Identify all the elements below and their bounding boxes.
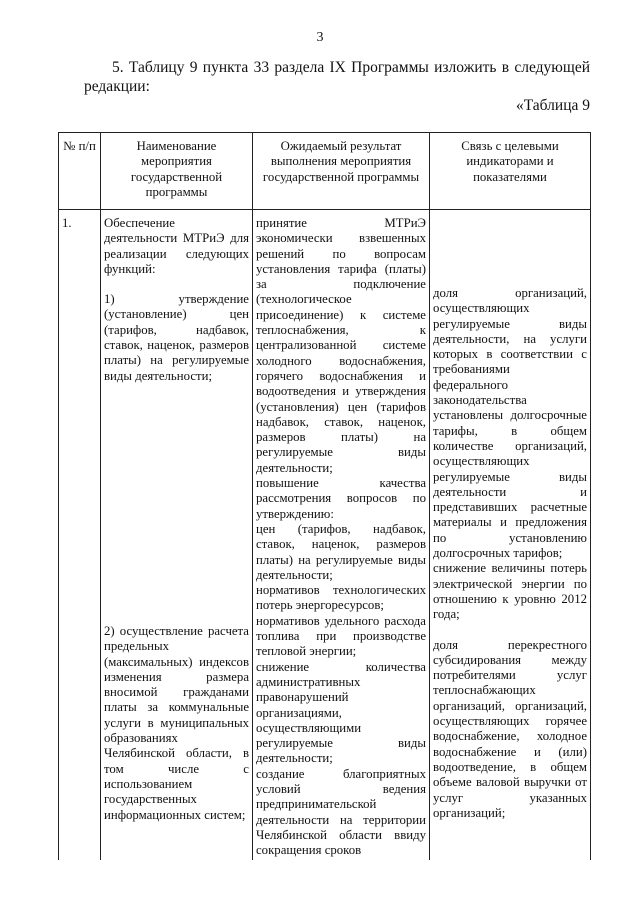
header-event-name: Наименование мероприятия государственной программы (101, 133, 253, 210)
row-number: 1. (59, 210, 101, 861)
indicator-3: доля перекрестного субсидирования между потребителями услуг теплоснабжающих организаций, организаций, осуществляющих горячее водоснабжение, холодное водоснабжение и (или) водоотведение, в общем объеме валовой выручки от услуг указанных организаций; (433, 637, 587, 820)
indicators-cell (430, 210, 591, 861)
table-row (59, 210, 591, 861)
result-item-1: принятие МТРиЭ экономически взвешенных решений по вопросам установления тарифа (платы) за подключение (технологическое присоединение) к системе теплоснабжения, к централизованной системе холодного водоснабжения, горячего водоснабжения и водоотведения и утверждения (установления) цен (тарифов надбавок, ставок, наценок, размеров платы) на регулируемые виды деятельности; (256, 216, 426, 475)
expected-result-cell (253, 210, 430, 861)
result-item-4: нормативов технологических потерь энергоресурсов; (256, 583, 426, 613)
intro-paragraph (84, 58, 590, 96)
table-header-row (59, 133, 591, 210)
intro-line-1: 5. Таблицу 9 пункта 33 раздела IX Программы изложить в следующей (112, 59, 590, 76)
indicator-1: доля организаций, осуществляющих регулируемые виды деятельности, на услуги которых в соответствии с требованиями федерального законодательства установлены долгосрочные тарифы, в общем количестве организаций, осуществляющих регулируемые виды деятельности и представивших расчетные материалы и предложения по установлению долгосрочных тарифов; (433, 286, 587, 561)
header-num: № п/п (59, 133, 101, 210)
table-caption: «Таблица 9 (515, 97, 590, 114)
header-indicators: Связь с целевыми индикаторами и показателями (430, 133, 591, 210)
result-item-6: снижение количества административных правонарушений организациями, осуществляющими регулируемые виды деятельности; (256, 659, 426, 766)
header-expected-result: Ожидаемый результат выполнения мероприятия государственной программы (253, 133, 430, 210)
event-function-1: 1) утверждение (установление) цен (тарифов, надбавок, ставок, наценок, размеров платы) на регулируемые виды деятельности; (104, 292, 249, 383)
intro-line-2: редакции: (84, 78, 150, 95)
result-item-3: цен (тарифов, надбавок, ставок, наценок, размеров платы) на регулируемые виды деятельности; (256, 521, 426, 582)
event-intro: Обеспечение деятельности МТРиЭ для реализации следующих функций: (104, 216, 249, 276)
result-item-7: создание благоприятных условий ведения предпринимательской деятельности на территории Челябинской области ввиду сокращения сроков (256, 766, 426, 858)
program-table (58, 132, 591, 860)
result-item-5: нормативов удельного расхода топлива при производстве тепловой энергии; (256, 613, 426, 659)
event-function-2: 2) осуществление расчета предельных (максимальных) индексов изменения размера вносимой гражданами платы за коммунальные услуги в муниципальных образованиях Челябинской области, в том числе с использованием государственных информационных систем; (104, 623, 249, 822)
indicator-2: снижение величины потерь электрической энергии по отношению к уровню 2012 года; (433, 561, 587, 622)
page-number: 3 (316, 30, 324, 45)
result-item-2: повышение качества рассмотрения вопросов по утверждению: (256, 476, 426, 521)
event-name-cell (101, 210, 253, 861)
